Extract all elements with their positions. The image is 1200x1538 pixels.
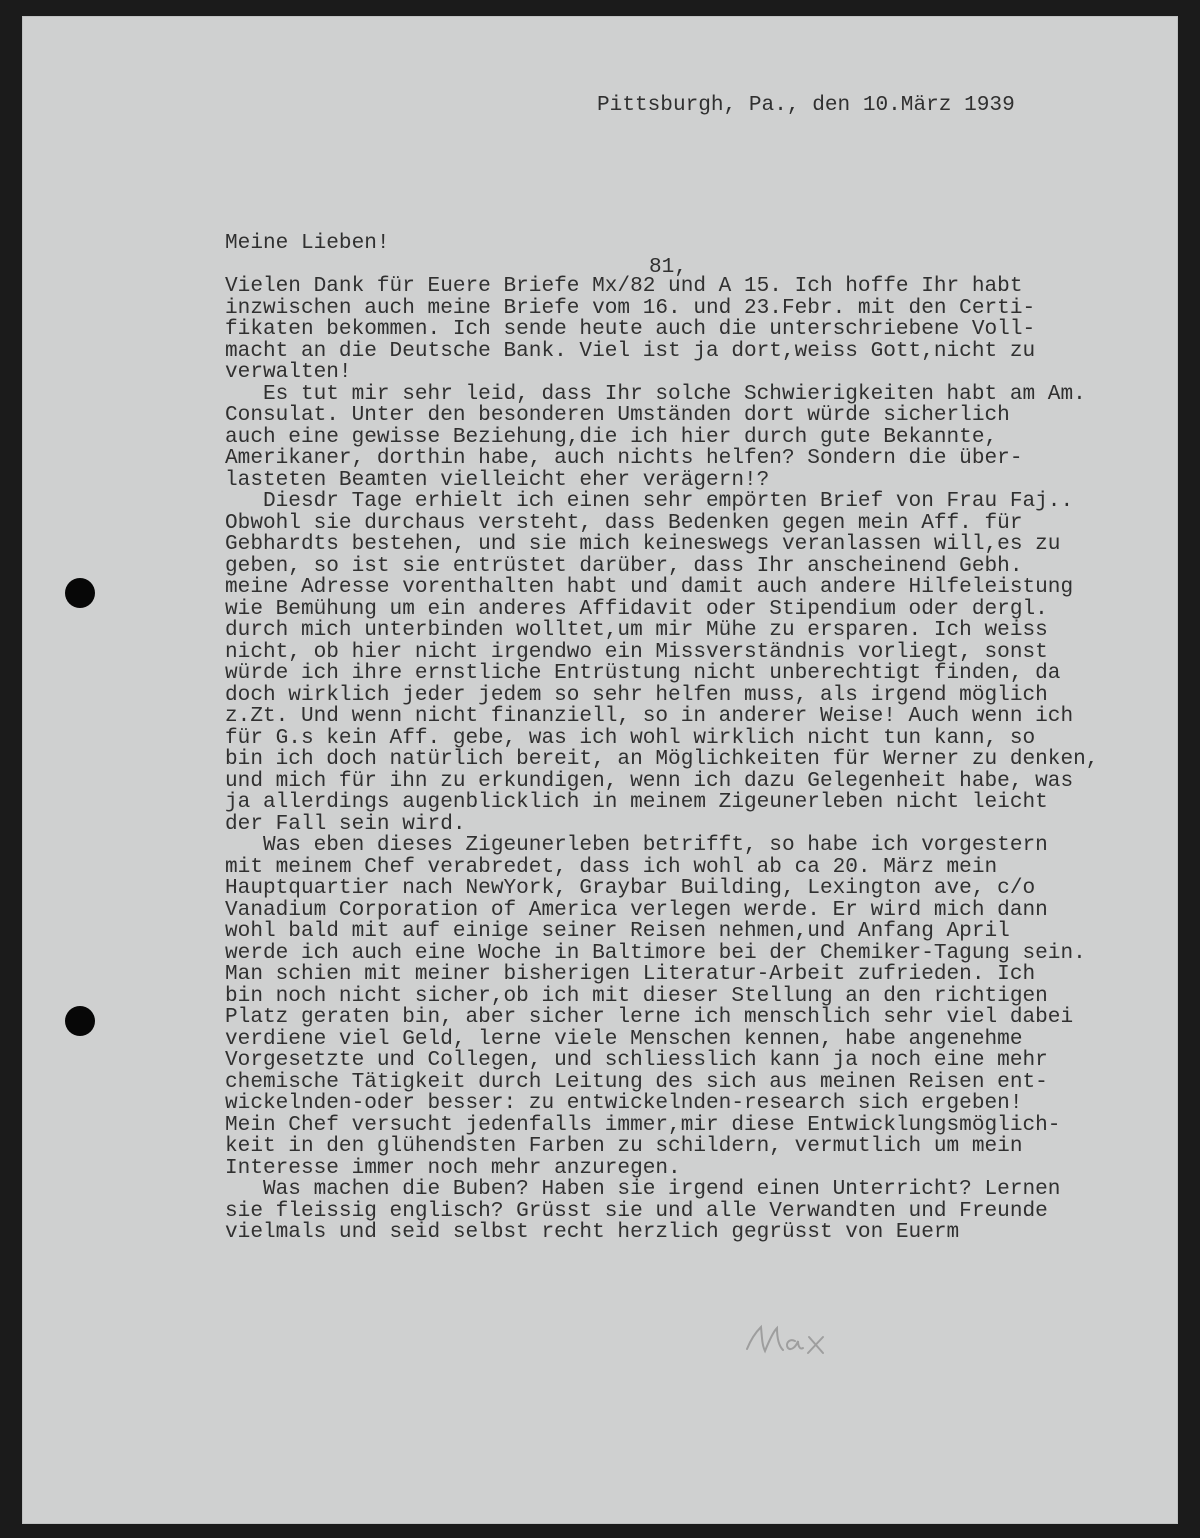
letter-line: Man schien mit meiner bisherigen Literatur-Arbeit zufrieden. Ich bbox=[225, 962, 1036, 986]
handwritten-signature bbox=[739, 1313, 849, 1363]
signature-text bbox=[739, 1313, 740, 1314]
letter-line: lasteten Beamten vielleicht eher verägern!? bbox=[225, 467, 770, 492]
letter-line: Vorgesetzte und Collegen, und schliesslich kann ja noch eine mehr bbox=[225, 1048, 1048, 1072]
letter-line: für G.s kein Aff. gebe, was ich wohl wirklich nicht tun kann, so bbox=[225, 725, 1036, 750]
letter-line: ja allerdings augenblicklich in meinem Zigeunerleben nicht leicht bbox=[225, 790, 1048, 814]
letter-line: Hauptquartier nach NewYork, Graybar Building, Lexington ave, c/o bbox=[225, 876, 1036, 900]
letter-line: Was eben dieses Zigeunerleben betrifft, so habe ich vorgestern bbox=[225, 833, 1048, 857]
letter-line: durch mich unterbinden wolltet,um mir Mühe zu ersparen. Ich weiss bbox=[225, 618, 1048, 642]
letter-line: wie Bemühung um ein anderes Affidavit oder Stipendium oder dergl. bbox=[225, 596, 1048, 621]
signature-scribble-icon bbox=[739, 1313, 849, 1363]
letter-line: verdiene viel Geld, lerne viele Menschen kennen, habe angenehme bbox=[225, 1026, 1023, 1051]
letter-line: geben, so ist sie entrüstet darüber, dass Ihr anscheinend Gebh. bbox=[225, 553, 1023, 578]
letter-line: Obwohl sie durchaus versteht, dass Bedenken gegen mein Aff. für bbox=[225, 510, 1023, 535]
letter-line: Amerikaner, dorthin habe, auch nichts helfen? Sondern die über- bbox=[225, 446, 1023, 470]
letter-line: Es tut mir sehr leid, dass Ihr solche Schwierigkeiten habt am Am. bbox=[225, 381, 1086, 406]
letter-salutation: Meine Lieben! bbox=[225, 231, 390, 255]
letter-line: bin noch nicht sicher,ob ich mit dieser Stellung an den richtigen bbox=[225, 983, 1048, 1008]
letter-line: sie fleissig englisch? Grüsst sie und alle Verwandten und Freunde bbox=[225, 1198, 1048, 1223]
letter-line: inzwischen auch meine Briefe vom 16. und 23.Febr. mit den Certi- bbox=[225, 295, 1036, 320]
letter-line: macht an die Deutsche Bank. Viel ist ja dort,weiss Gott,nicht zu bbox=[225, 338, 1036, 363]
punch-hole-lower bbox=[65, 1006, 95, 1036]
letter-line: nicht, ob hier nicht irgendwo ein Missverständnis vorliegt, sonst bbox=[225, 639, 1048, 664]
letter-line: wickelnden-oder besser: zu entwickelnden-research sich ergeben! bbox=[225, 1091, 1023, 1115]
letter-line: z.Zt. Und wenn nicht finanziell, so in anderer Weise! Auch wenn ich bbox=[225, 704, 1074, 728]
letter-line: Platz geraten bin, aber sicher lerne ich menschlich sehr viel dabei bbox=[225, 1005, 1074, 1029]
handwritten-insert-number: 81, bbox=[649, 255, 687, 279]
letter-line: Gebhardts bestehen, und sie mich keineswegs veranlassen will,es zu bbox=[225, 532, 1061, 556]
punch-hole-upper bbox=[65, 578, 95, 608]
letter-line: Vanadium Corporation of America verlegen werde. Er wird mich dann bbox=[225, 897, 1048, 922]
letter-line: vielmals und seid selbst recht herzlich gegrüsst von Euerm bbox=[225, 1220, 960, 1244]
letter-line: Consulat. Unter den besonderen Umständen dort würde sicherlich bbox=[225, 403, 1010, 427]
letter-line: mit meinem Chef verabredet, dass ich wohl ab ca 20. März mein bbox=[225, 854, 998, 879]
letter-line: Mein Chef versucht jedenfalls immer,mir diese Entwicklungsmöglich- bbox=[225, 1112, 1061, 1137]
letter-line: würde ich ihre ernstliche Entrüstung nicht unberechtigt finden, da bbox=[225, 661, 1061, 685]
letter-line: der Fall sein wird. bbox=[225, 811, 466, 836]
letter-line: Interesse immer noch mehr anzuregen. bbox=[225, 1155, 681, 1180]
letter-line: chemische Tätigkeit durch Leitung des sich aus meinen Reisen ent- bbox=[225, 1069, 1048, 1094]
letter-line: keit in den glühendsten Farben zu schildern, vermutlich um mein bbox=[225, 1134, 1023, 1158]
letter-sheet bbox=[22, 16, 1178, 1524]
letter-line: und mich für ihn zu erkundigen, wenn ich dazu Gelegenheit habe, was bbox=[225, 768, 1074, 793]
letter-dateline: Pittsburgh, Pa., den 10.März 1939 bbox=[597, 93, 1015, 117]
letter-body bbox=[225, 276, 1098, 1244]
letter-line: werde ich auch eine Woche in Baltimore bei der Chemiker-Tagung sein. bbox=[225, 940, 1086, 965]
letter-line: verwalten! bbox=[225, 360, 352, 384]
letter-line: wohl bald mit auf einige seiner Reisen nehmen,und Anfang April bbox=[225, 919, 1010, 943]
letter-line: Vielen Dank für Euere Briefe Mx/82 und A 15. Ich hoffe Ihr habt bbox=[225, 274, 1023, 298]
letter-line: fikaten bekommen. Ich sende heute auch die unterschriebene Voll- bbox=[225, 317, 1036, 341]
letter-line: Diesdr Tage erhielt ich einen sehr empörten Brief von Frau Faj.. bbox=[225, 489, 1074, 513]
letter-line: meine Adresse vorenthalten habt und damit auch andere Hilfeleistung bbox=[225, 575, 1074, 599]
letter-line: auch eine gewisse Beziehung,die ich hier durch gute Bekannte, bbox=[225, 424, 998, 449]
letter-line: bin ich doch natürlich bereit, an Möglichkeiten für Werner zu denken, bbox=[225, 747, 1099, 771]
letter-line: Was machen die Buben? Haben sie irgend einen Unterricht? Lernen bbox=[225, 1177, 1061, 1201]
letter-line: doch wirklich jeder jedem so sehr helfen muss, als irgend möglich bbox=[225, 682, 1048, 707]
